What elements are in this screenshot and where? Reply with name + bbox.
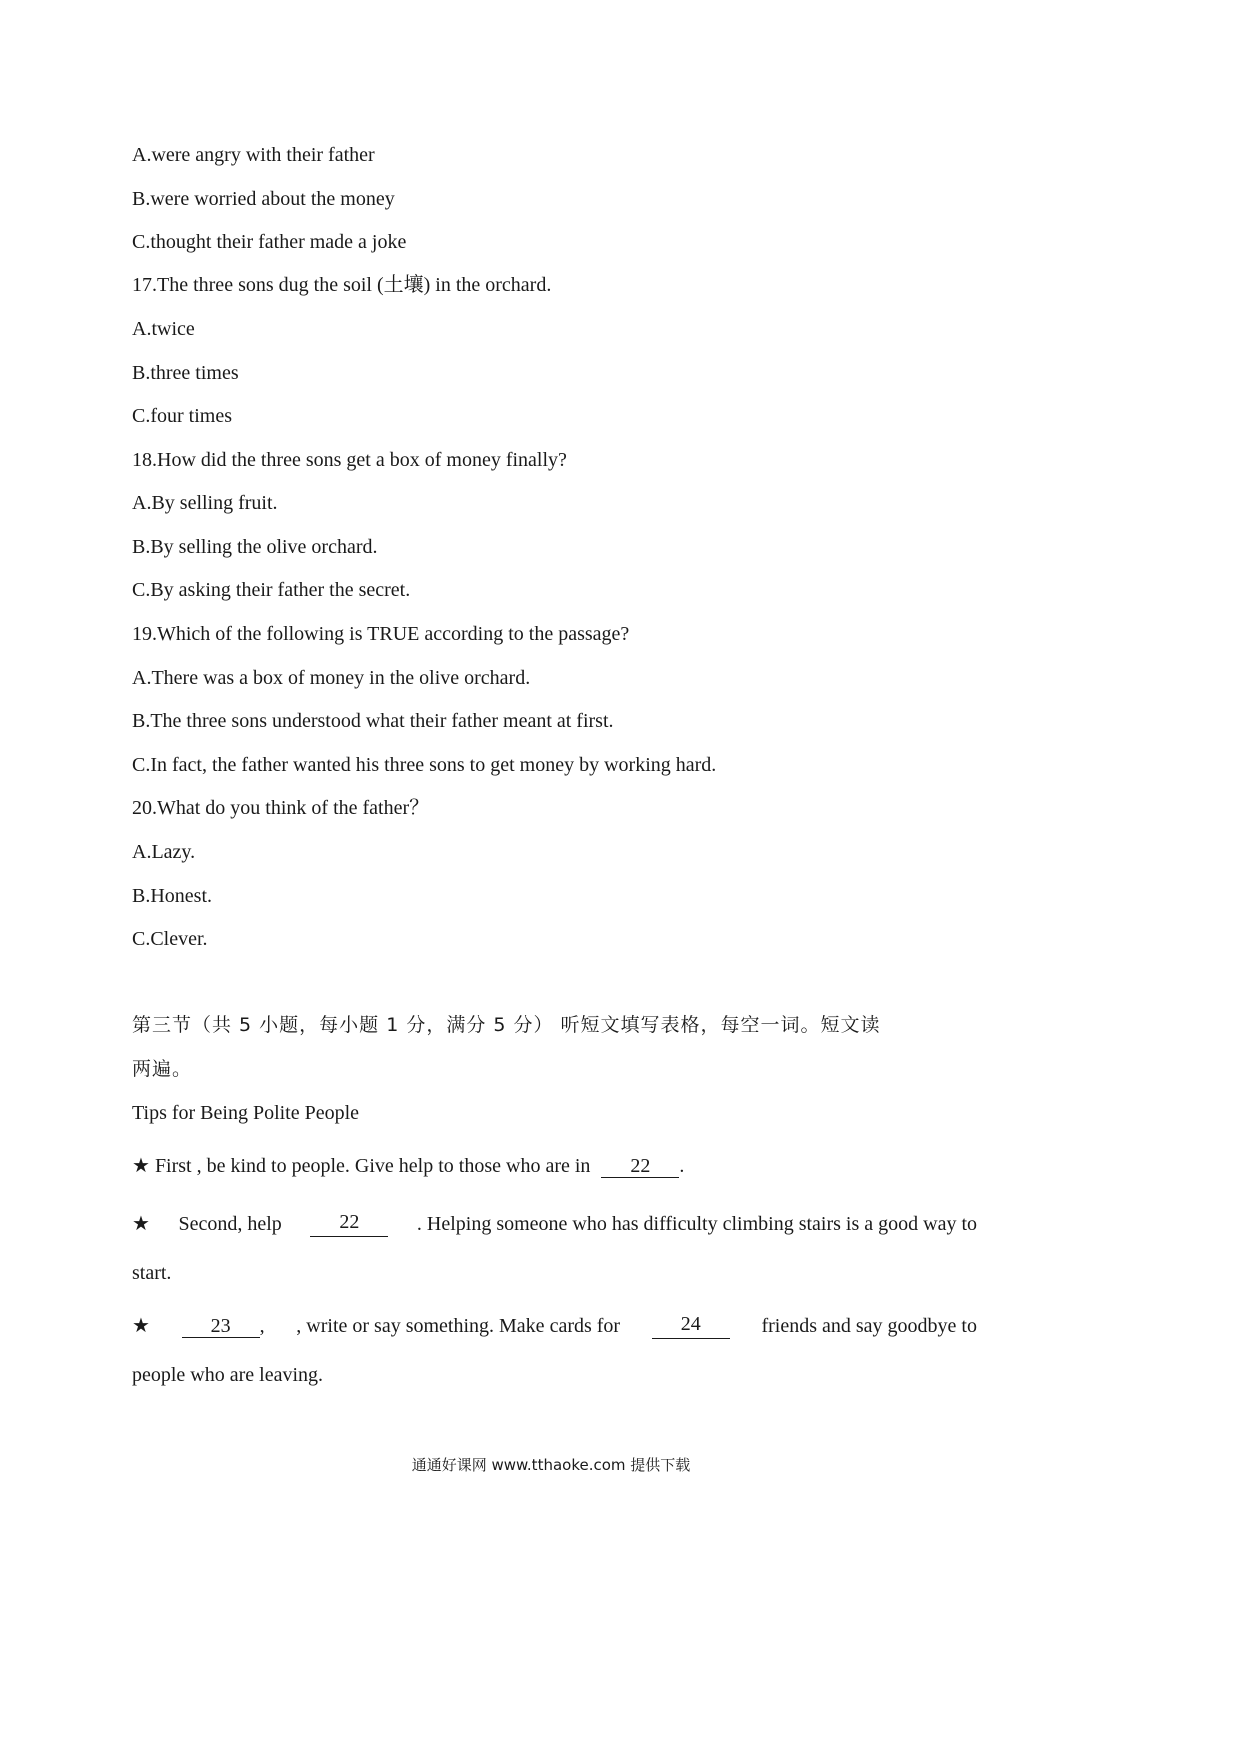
tip-3-comma: ,: [259, 1315, 265, 1337]
answer-blank-23: 23: [182, 1315, 260, 1338]
q17-option-c: C.four times: [132, 405, 232, 427]
q16-option-b: B.were worried about the money: [132, 188, 395, 210]
q17-option-b: B.three times: [132, 362, 239, 384]
q19-stem: 19.Which of the following is TRUE according to the passage?: [132, 623, 630, 645]
q16-option-a: A.were angry with their father: [132, 144, 375, 166]
tip-1-text: First , be kind to people. Give help to those who are in: [154, 1155, 591, 1177]
q17-option-a: A.twice: [132, 318, 195, 340]
q20-stem: 20.What do you think of the father？: [132, 797, 430, 819]
tip-1-end: .: [679, 1155, 685, 1177]
section3-instruction-line1: 第三节（共 5 小题，每小题 1 分，满分 5 分） 听短文填写表格，每空一词。短文读: [132, 1014, 881, 1036]
tip-2-line2: start.: [132, 1262, 172, 1284]
tip-3-line2: people who are leaving.: [132, 1364, 324, 1386]
answer-blank-24: 24: [652, 1313, 730, 1339]
q17-stem: 17.The three sons dug the soil (土壤) in the orchard.: [132, 274, 552, 296]
tip-2-text-start: Second, help: [178, 1213, 282, 1235]
q18-option-c: C.By asking their father the secret.: [132, 579, 411, 601]
tip-2: [132, 1211, 977, 1237]
q20-option-b: B.Honest.: [132, 885, 212, 907]
section3-title: Tips for Being Polite People: [132, 1102, 360, 1124]
page-footer: 通通好课网 www.tthaoke.com 提供下载: [411, 1456, 691, 1474]
answer-blank-22b: 22: [310, 1211, 388, 1237]
q20-option-a: A.Lazy.: [132, 841, 196, 863]
q18-stem: 18.How did the three sons get a box of money finally?: [132, 449, 567, 471]
q19-option-a: A.There was a box of money in the olive orchard.: [132, 667, 531, 689]
tip-1: [132, 1153, 684, 1179]
star-icon: ★: [132, 1315, 150, 1337]
tip-3-text-mid: , write or say something. Make cards for: [296, 1315, 621, 1337]
q19-option-c: C.In fact, the father wanted his three sons to get money by working hard.: [132, 754, 717, 776]
star-icon: ★: [132, 1155, 150, 1177]
answer-blank-22a: 22: [601, 1155, 679, 1178]
q19-option-b: B.The three sons understood what their father meant at first.: [132, 710, 614, 732]
q18-option-b: B.By selling the olive orchard.: [132, 536, 378, 558]
tip-2-text-rest: . Helping someone who has difficulty climbing stairs is a good way to: [416, 1213, 977, 1235]
tip-3: [132, 1313, 977, 1339]
q20-option-c: C.Clever.: [132, 928, 208, 950]
star-icon: ★: [132, 1213, 150, 1235]
q18-option-a: A.By selling fruit.: [132, 492, 278, 514]
q16-option-c: C.thought their father made a joke: [132, 231, 407, 253]
section3-instruction-line2: 两遍。: [132, 1058, 193, 1080]
tip-3-text-rest: friends and say goodbye to: [761, 1315, 977, 1337]
